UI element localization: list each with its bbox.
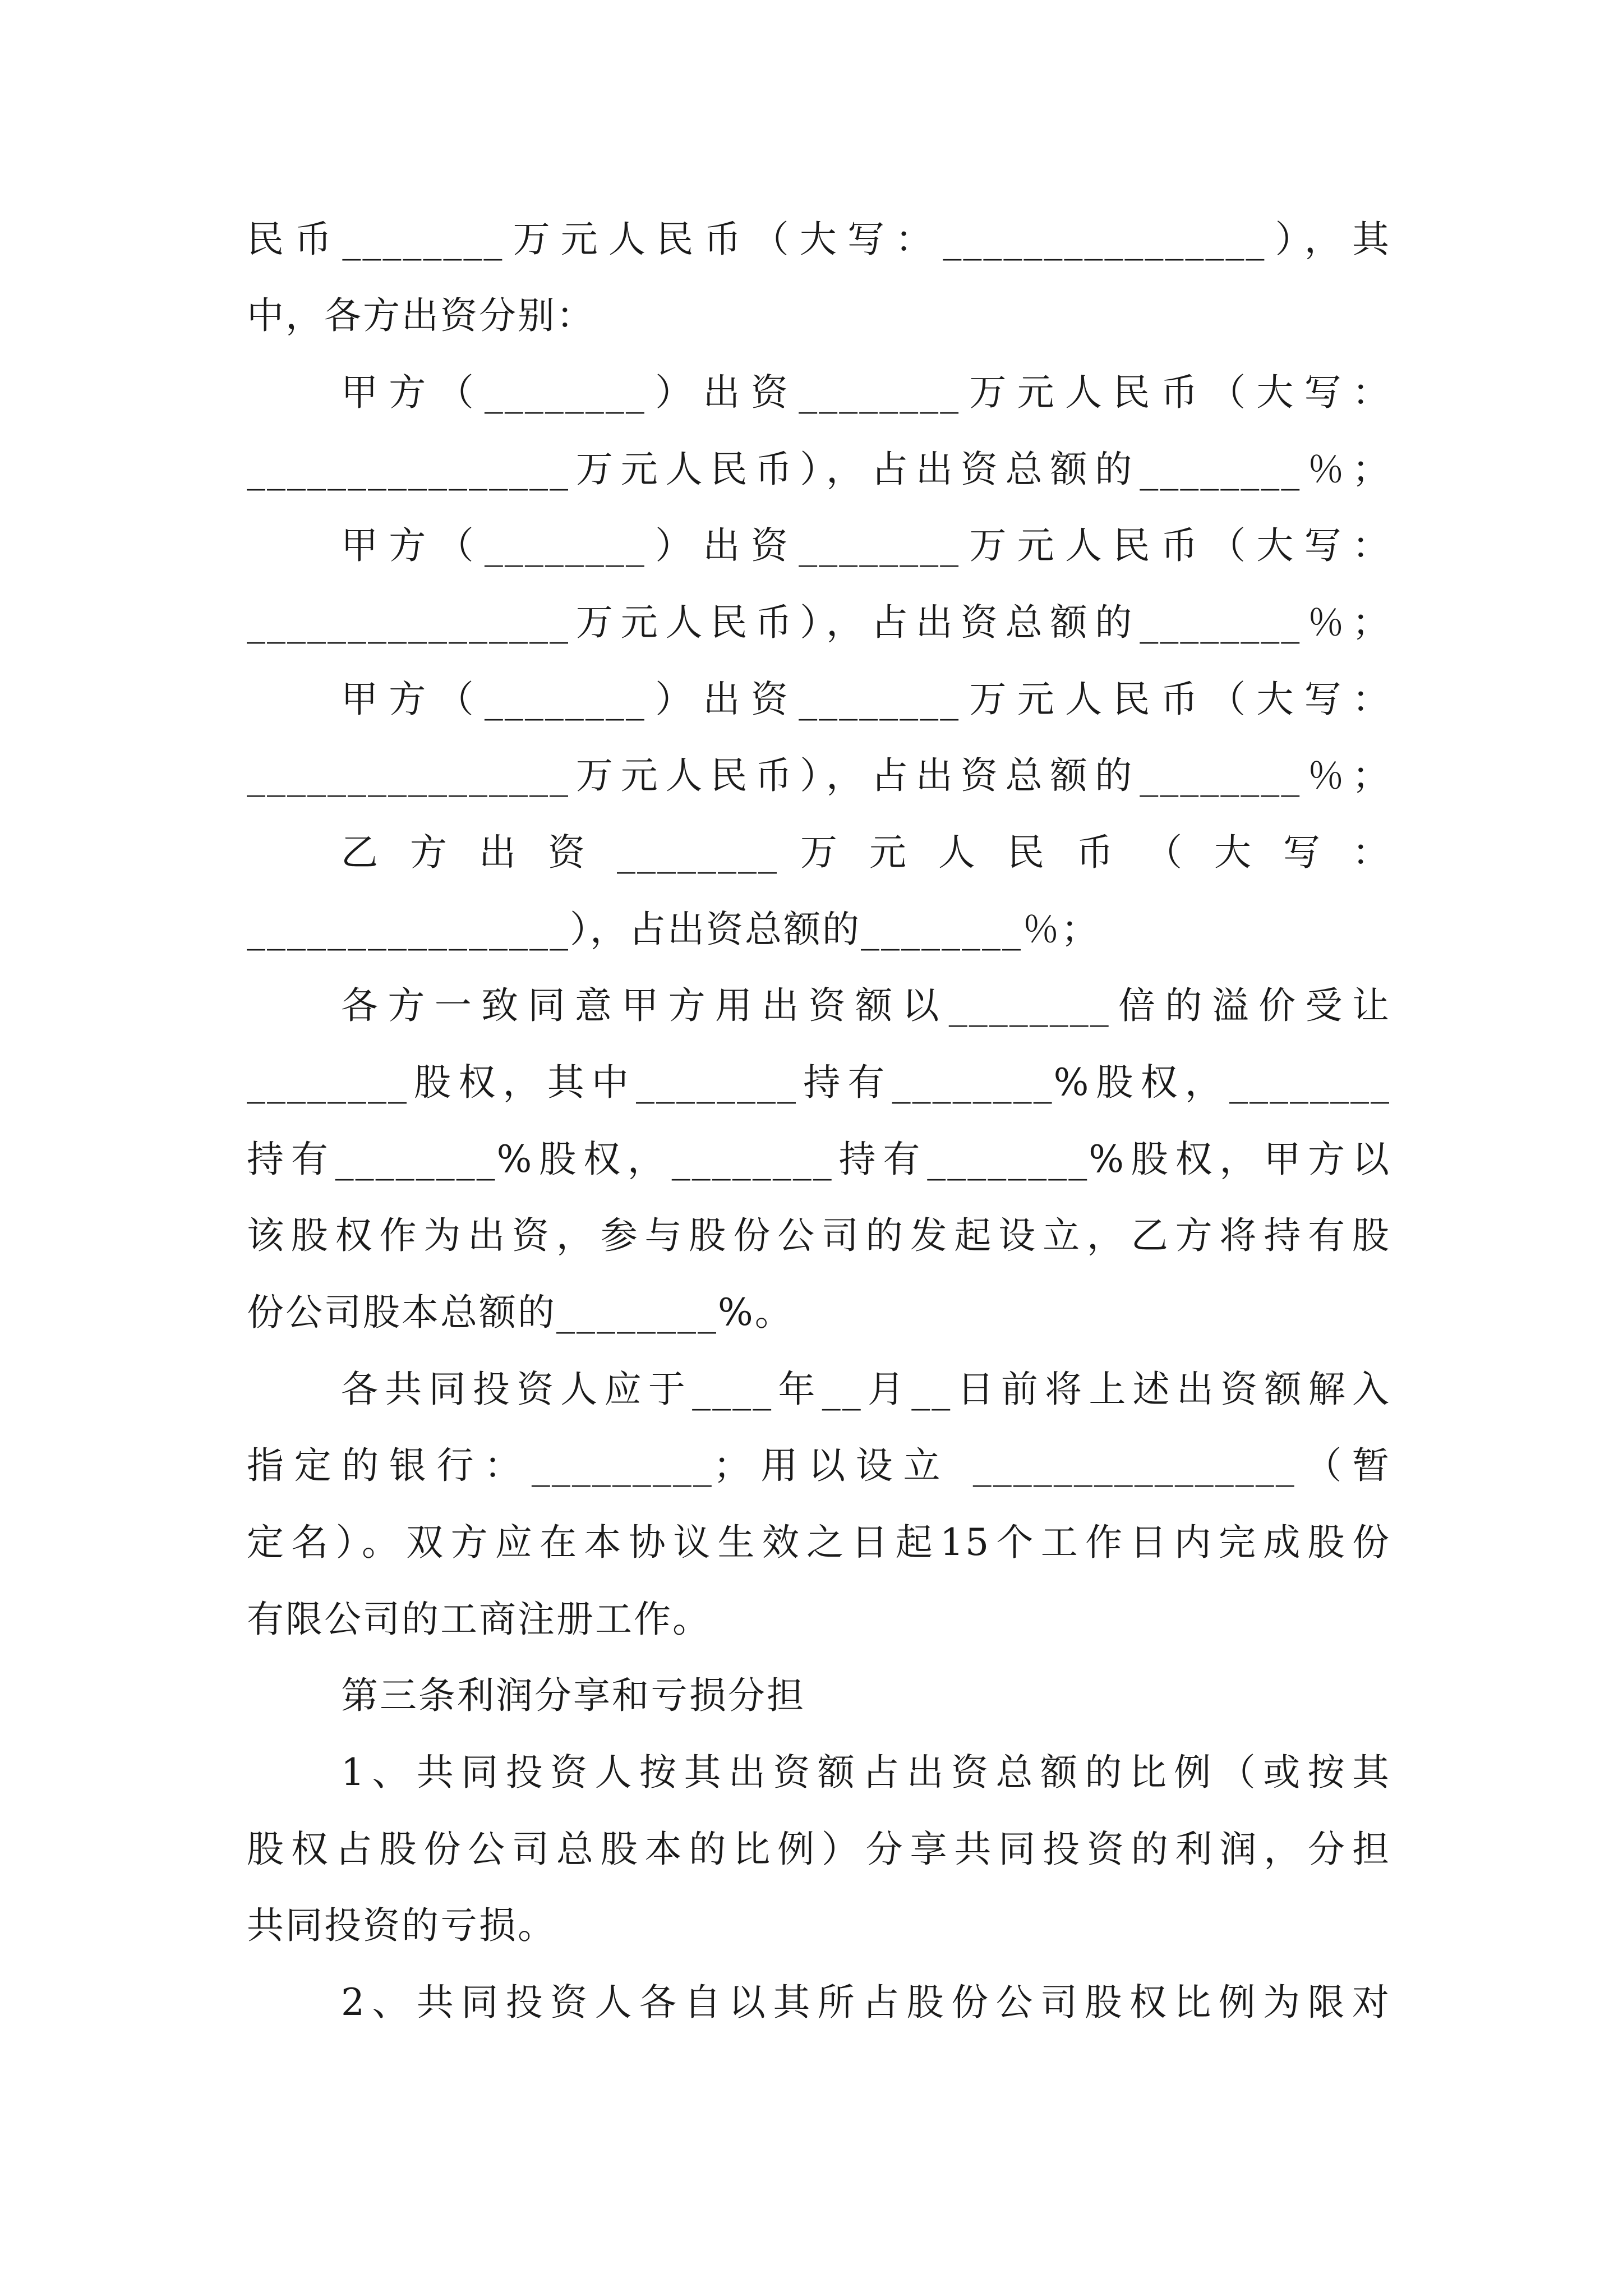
paragraph-line: 共同投资的亏损。	[247, 1904, 556, 1947]
paragraph-line: 甲方（________）出资________万元人民币（大写：	[341, 524, 1391, 567]
paragraph-line: 各共同投资人应于____年__月__日前将上述出资额解入	[341, 1368, 1391, 1411]
paragraph-line: 1、共同投资人按其出资额占出资总额的比例（或按其	[341, 1751, 1391, 1794]
paragraph-line: 份公司股本总额的________%。	[247, 1291, 794, 1334]
paragraph-line: 中，各方出资分别：	[247, 294, 595, 337]
paragraph-line: 定名）。双方应在本协议生效之日起15个工作日内完成股份	[247, 1521, 1391, 1564]
paragraph-line: 有限公司的工商注册工作。	[247, 1598, 711, 1641]
paragraph-line: 甲方（________）出资________万元人民币（大写：	[341, 678, 1391, 721]
paragraph-line: 民币________万元人民币（大写：________________），其	[247, 218, 1391, 261]
section-heading: 第三条利润分享和亏损分担	[341, 1674, 805, 1717]
paragraph-line: ________________万元人民币），占出资总额的________％；	[247, 754, 1391, 797]
paragraph-line: ________股权，其中________持有________%股权，________	[247, 1061, 1391, 1104]
paragraph-line: 该股权作为出资，参与股份公司的发起设立，乙方将持有股	[247, 1214, 1391, 1257]
paragraph-line: 持有________%股权，________持有________%股权，甲方以	[247, 1138, 1391, 1181]
paragraph-line: 指定的银行：_________；用以设立 ________________（暂	[247, 1444, 1391, 1487]
paragraph-line: ________________），占出资总额的________％；	[247, 908, 1100, 951]
paragraph-line: 2、共同投资人各自以其所占股份公司股权比例为限对	[341, 1981, 1391, 2024]
paragraph-line: ________________万元人民币），占出资总额的________％；	[247, 448, 1391, 491]
paragraph-line: 股权占股份公司总股本的比例）分享共同投资的利润，分担	[247, 1828, 1391, 1871]
paragraph-line: ________________万元人民币），占出资总额的________％；	[247, 601, 1391, 644]
paragraph-line: 各方一致同意甲方用出资额以________倍的溢价受让	[341, 984, 1391, 1027]
paragraph-line: 乙 方 出 资 ________ 万 元 人 民 币 （ 大 写 ：	[341, 831, 1391, 874]
paragraph-line: 甲方（________）出资________万元人民币（大写：	[341, 371, 1391, 414]
